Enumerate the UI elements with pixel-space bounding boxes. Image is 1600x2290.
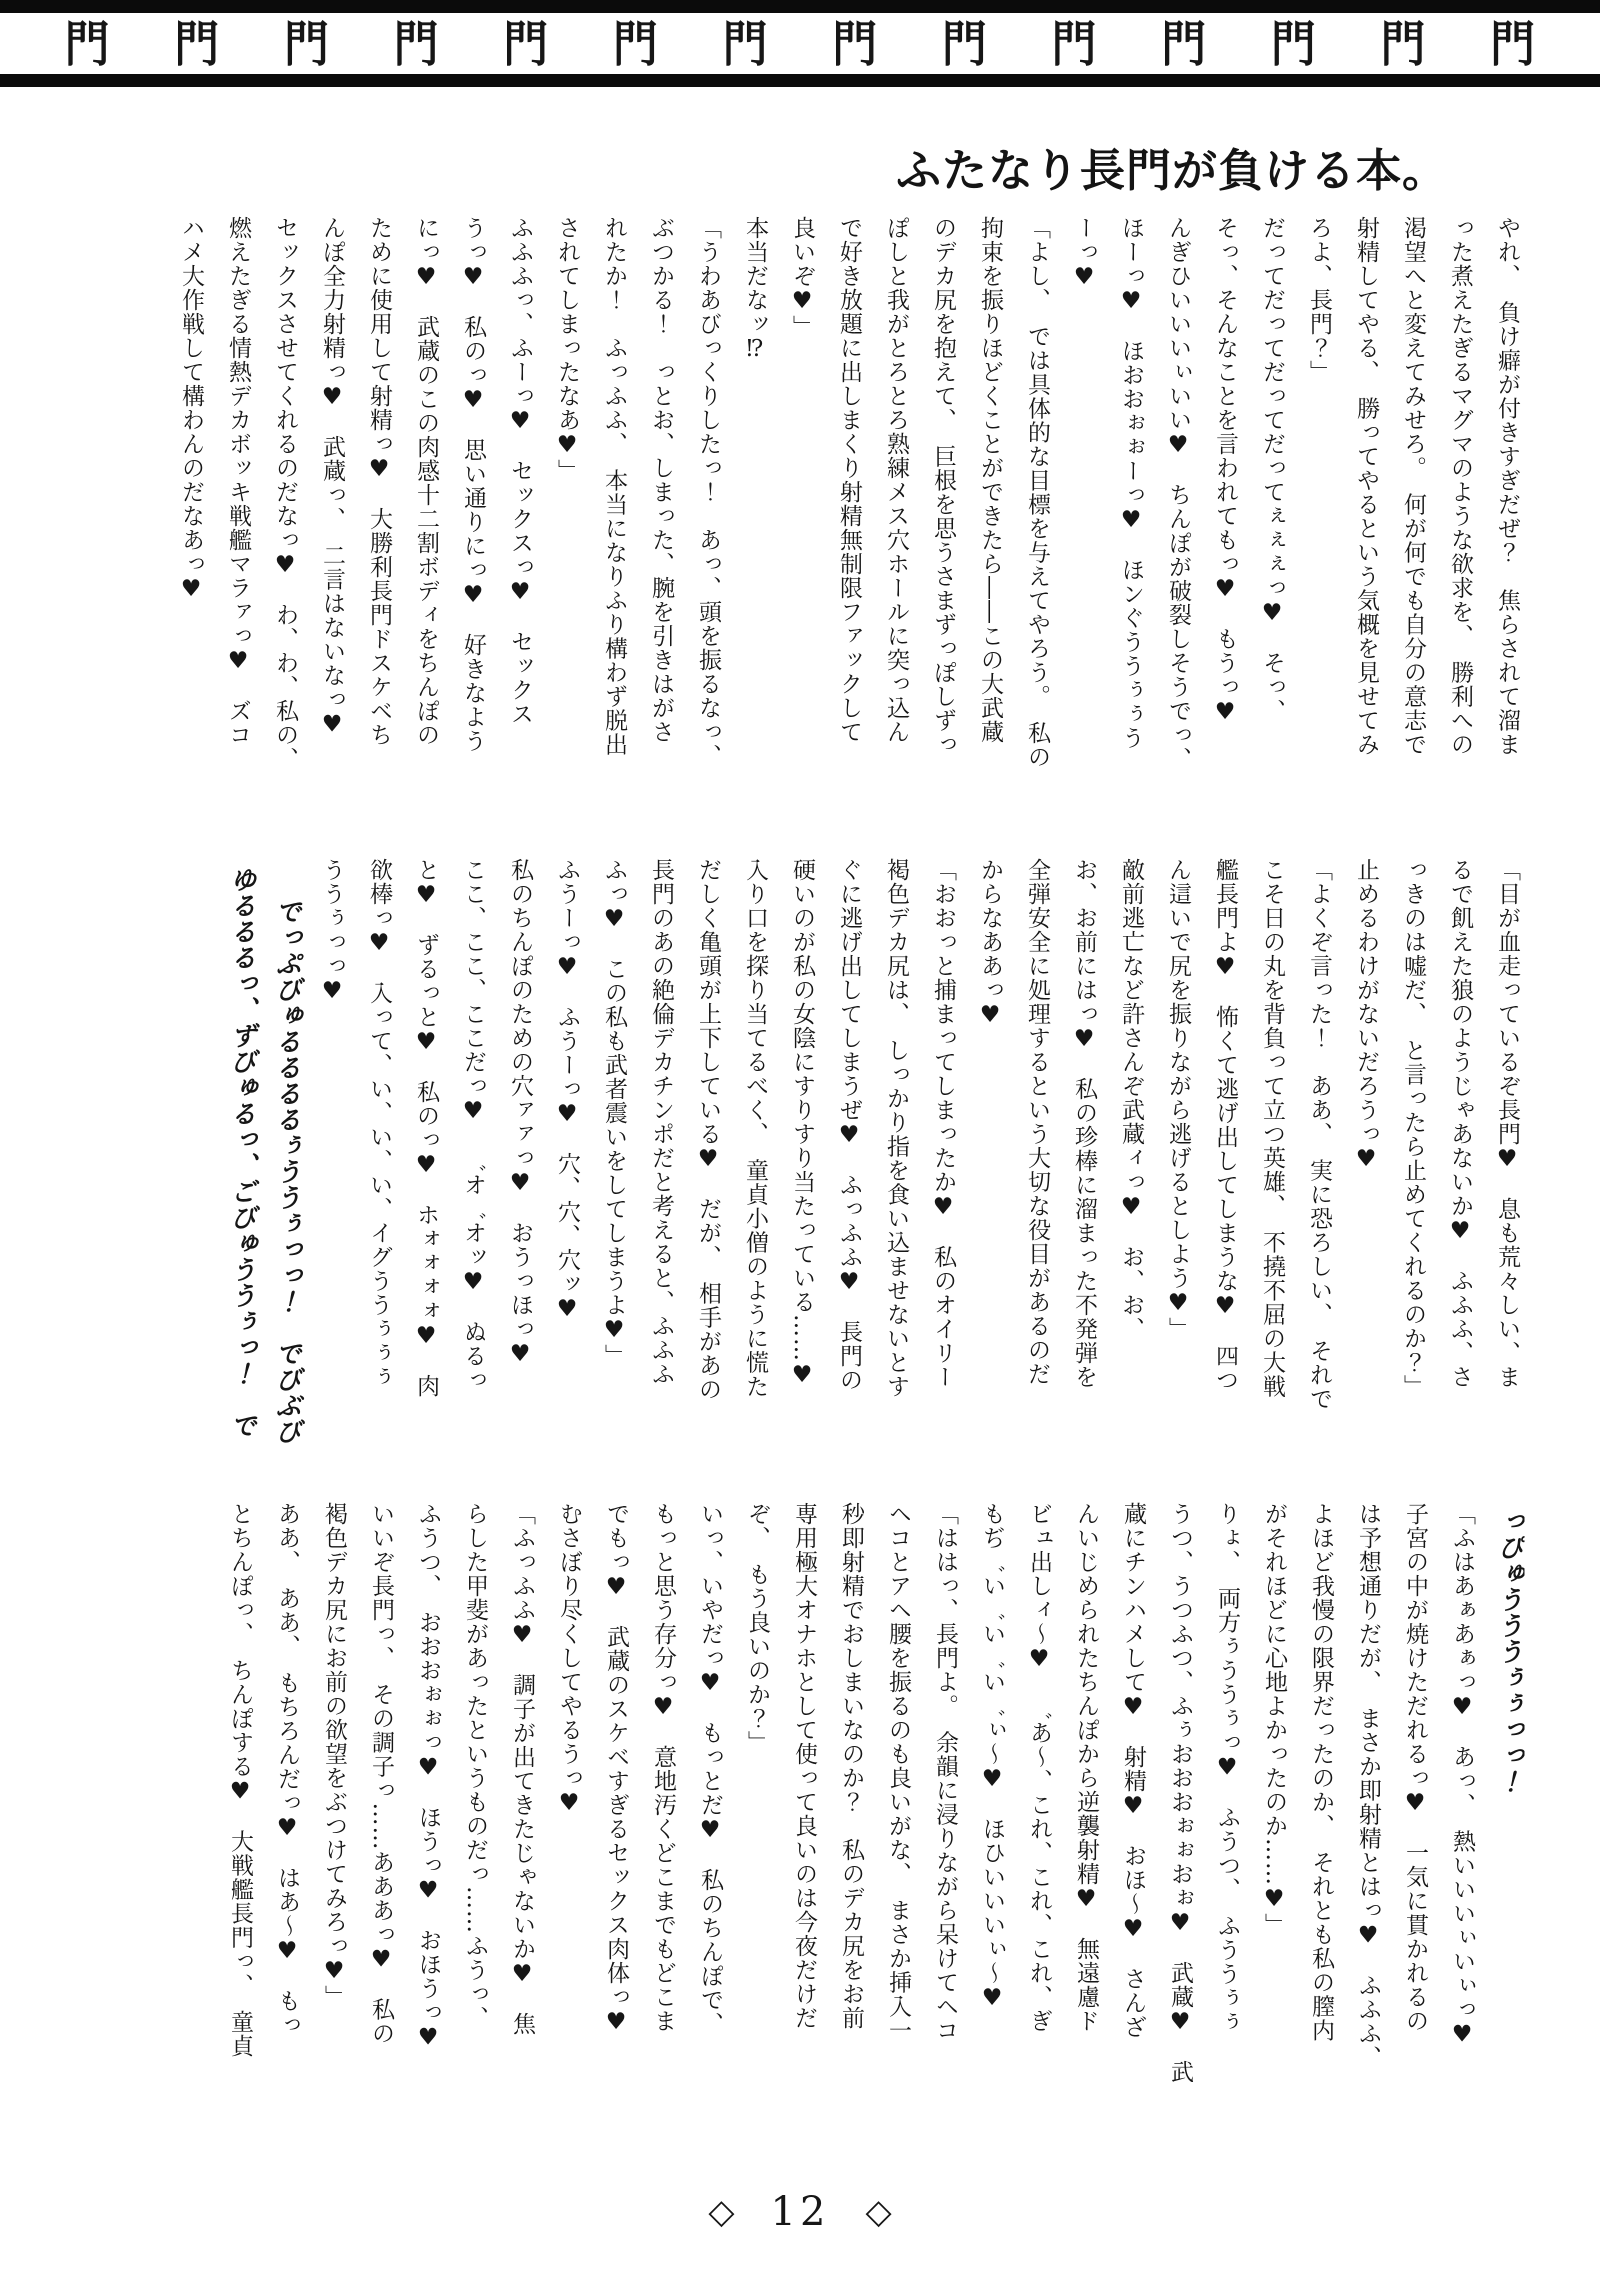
text-column: 敵前逃亡など許さんぞ武蔵ィっ♥ お、お、 xyxy=(1118,858,1144,1341)
text-column: らした甲斐があったというものだっ……ふうっ、 xyxy=(462,1502,488,2030)
text-column: 本当だなッ⁉ xyxy=(742,216,768,363)
text-column: りょ、 両方ぅううぅっ♥ ふうつ、 ふううぅぅ xyxy=(1214,1502,1240,2034)
text-column: 射精してやる、 勝ってやるという気概を見せてみ xyxy=(1353,216,1379,757)
text-column: 「よくぞ言った！ ああ、 実に恐ろしい、 それで xyxy=(1306,858,1332,1411)
text-column: がそれほどに心地よかったのか……♥」 xyxy=(1261,1502,1287,1937)
gate-kanji-logo: 門 xyxy=(1051,15,1097,73)
text-column: ふっ♥ この私も武者震いをしてしまうよ♥」 xyxy=(601,858,627,1368)
title-divider-bar xyxy=(0,74,1600,87)
text-column: 硬いのが私の女陰にすりすり当たっている……♥ xyxy=(789,858,815,1389)
text-column: れたか！ ふっふふ、 本当になりふり構わず脱出 xyxy=(601,216,627,757)
gate-kanji-logo: 門 xyxy=(832,15,878,73)
gate-kanji-logo: 門 xyxy=(174,15,220,73)
page-title: ふたなり長門が負ける本。 xyxy=(895,144,1448,198)
text-column: 「目が血走っているぞ長門♥ 息も荒々しい、ま xyxy=(1494,858,1520,1389)
sfx-text-column: でっぷびゅるるるるぅううぅっっ！ でびぶび xyxy=(271,898,301,1444)
text-column: とちんぽっ、 ちんぽする♥ 大戦艦長門っ、 童貞 xyxy=(227,1502,253,2058)
text-column: ほーっ♥ ほおおぉぉーっ♥ ほンぐううぅぅう xyxy=(1118,216,1144,750)
text-column: だしく亀頭が上下している♥ だが、 相手があの xyxy=(695,858,721,1402)
text-column: るで飢えた狼のようじゃあないか♥ ふふふ、さ xyxy=(1447,858,1473,1389)
text-column: されてしまったなあ♥」 xyxy=(554,216,580,483)
top-black-bar xyxy=(0,0,1600,13)
text-column: 「ははっ、長門よ。 余韻に浸りながら呆けてヘコ xyxy=(932,1502,958,2043)
text-column: 秒即射精でおしまいなのか？ 私のデカ尻をお前 xyxy=(838,1502,864,2030)
text-column: むさぼり尽くしてやるうっ♥ xyxy=(556,1502,582,1817)
text-column: もっと思う存分っ♥ 意地汚くどこまでもどこま xyxy=(650,1502,676,2033)
gate-kanji-logo: 門 xyxy=(1490,15,1536,73)
text-column: 渇望へと変えてみせろ。 何が何でも自分の意志で xyxy=(1400,216,1426,757)
text-column: いっ、いやだっ♥ もっとだ♥ 私のちんぽで、 xyxy=(697,1502,723,2036)
text-column: ああ、 ああ、 もちろんだっ♥ はあ～♥ もっ xyxy=(274,1502,300,2037)
text-column: は予想通りだが、 まさか即射精とはっ♥ ふふふ、 xyxy=(1355,1502,1381,2070)
text-column: 全弾安全に処理するという大切な役目があるのだ xyxy=(1024,858,1050,1386)
text-column: 褐色デカ尻は、 しっかり指を食い込ませないとす xyxy=(883,858,909,1399)
text-column: 拘束を振りほどくことができたら――この大武蔵 xyxy=(977,216,1003,744)
text-column: 子宮の中が焼けただれるっ♥ 一気に貫かれるの xyxy=(1402,1502,1428,2033)
sfx-text-column: っぴゅうううぅぅっっ！ xyxy=(1493,1508,1523,1794)
gate-kanji-logo: 門 xyxy=(941,15,987,73)
text-column: ぽしと我がとろとろ熟練メス穴ホールに突っ込ん xyxy=(883,216,909,744)
text-column: 艦長門よ♥ 怖くて逃げ出してしまうな♥ 四つ xyxy=(1212,858,1238,1392)
gate-kanji-logo: 門 xyxy=(503,15,549,73)
text-column: ぞ、 もう良いのか？」 xyxy=(744,1502,770,1755)
text-column: と♥ ずるっと♥ 私のっ♥ ホォォォォ♥ 肉 xyxy=(413,858,439,1398)
page-number: 12 xyxy=(770,2189,830,2235)
text-column: んいじめられたちんぽから逆襲射精♥ 無遠慮ド xyxy=(1073,1502,1099,2033)
text-column: よほど我慢の限界だったのか、 それとも私の膣内 xyxy=(1308,1502,1334,2043)
text-column: で好き放題に出しまくり射精無制限ファックして xyxy=(836,216,862,744)
sfx-text-column: ゆるるるっ、ずびゅるっ、ごびゅううぅっ！ で xyxy=(226,866,256,1438)
text-column: でもっ♥ 武蔵のスケベすぎるセックス肉体っ♥ xyxy=(603,1502,629,2036)
text-column: 長門のあの絶倫デカチンポだと考えると、ふふふ xyxy=(648,858,674,1386)
text-column: お、お前にはっ♥ 私の珍棒に溜まった不発弾を xyxy=(1071,858,1097,1389)
text-column: ここ、ここ、ここだっ♥ ゛オ゛オッ♥ ぬるっ xyxy=(460,858,486,1392)
text-column: 欲棒っ♥ 入って、い、い、い、イグううぅぅぅ xyxy=(366,858,392,1389)
text-column: 入り口を探り当てるべく、 童貞小僧のように慌た xyxy=(742,858,768,1399)
text-column: ヘコとアヘ腰を振るのも良いがな、 まさか挿入一 xyxy=(885,1502,911,2043)
text-column: 良いぞ♥」 xyxy=(789,216,815,339)
gate-kanji-logo: 門 xyxy=(1161,15,1207,73)
text-column: 「ふはあぁあぁっ♥ あっ、 熱いいいぃいぃっ♥ xyxy=(1449,1502,1475,2049)
text-column: ろよ、長門？」 xyxy=(1306,216,1332,384)
gate-kanji-logo: 門 xyxy=(283,15,329,73)
text-column: 「おおっと捕まってしまったか♥ 私のオイリー xyxy=(930,858,956,1389)
text-column: 褐色デカ尻にお前の欲望をぶつけてみろっ♥」 xyxy=(321,1502,347,2009)
text-column: 専用極大オナホとして使って良いのは今夜だけだ xyxy=(791,1502,817,2030)
text-column: だってだってだってだってぇぇぇっ♥ そっ、 xyxy=(1259,216,1285,723)
text-column: ふうつ、 おおおぉぉっ♥ ほうっ♥ おほうっ♥ xyxy=(415,1502,441,2052)
page-footer xyxy=(0,2189,1600,2235)
text-column: もぢ゛い゛い゛い゛ぃ～♥ ほひいいいぃ～♥ xyxy=(979,1502,1005,2012)
text-column: ふうーっ♥ ふうーっ♥ 穴、穴、穴ッ♥ xyxy=(554,858,580,1323)
text-column: 燃えたぎる情熱デカボッキ戦艦マラァっ♥ ズコ xyxy=(225,216,251,747)
text-band-2 xyxy=(120,858,1530,1450)
text-column: ーっ♥ xyxy=(1071,216,1097,291)
diamond-icon: ◇ xyxy=(865,2192,892,2232)
text-column: のデカ尻を抱えて、 巨根を思うさまずっぽしずっ xyxy=(930,216,956,757)
gate-kanji-logo: 門 xyxy=(393,15,439,73)
text-band-1 xyxy=(120,216,1530,800)
gate-kanji-logo: 門 xyxy=(722,15,768,73)
text-column: こそ日の丸を背負って立つ英雄、 不撓不屈の大戦 xyxy=(1259,858,1285,1399)
text-column: 私のちんぽのための穴ァァっ♥ おうっほっ♥ xyxy=(507,858,533,1368)
text-column: 「ふっふふ♥ 調子が出てきたじゃないか♥ 焦 xyxy=(509,1502,535,2036)
text-column: ハメ大作戦して構わんのだなあっ♥ xyxy=(178,216,204,603)
text-column: ために使用して射精っ♥ 大勝利長門ドスケベち xyxy=(366,216,392,747)
text-column: ん這いで尻を振りながら逃げるとしよう♥」 xyxy=(1165,858,1191,1341)
text-column: いいぞ長門っ、 その調子っ……あああっ♥ 私の xyxy=(368,1502,394,2046)
text-column: ぐに逃げ出してしまうぜ♥ ふっふふ♥ 長門の xyxy=(836,858,862,1392)
text-column: 「うわあびっくりしたっ！ あっ、頭を振るなっ、 xyxy=(695,216,721,768)
gate-kanji-logo: 門 xyxy=(64,15,110,73)
gate-kanji-logo: 門 xyxy=(612,15,658,73)
text-column: やれ、 負け癖が付きすぎだぜ？ 焦らされて溜ま xyxy=(1494,216,1520,757)
text-column: んぽ全力射精っ♥ 武蔵っ、 二言はないなっ♥ xyxy=(319,216,345,739)
text-column: ぶつかる！ っとお、しまった、腕を引きはがさ xyxy=(648,216,674,744)
text-column: った煮えたぎるマグマのような欲求を、 勝利への xyxy=(1447,216,1473,757)
gate-kanji-logo: 門 xyxy=(1380,15,1426,73)
text-column: にっ♥ 武蔵のこの肉感十二割ボディをちんぽの xyxy=(413,216,439,747)
text-column: んぎひいいいぃいい♥ ちんぽが破裂しそうでっ、 xyxy=(1165,216,1191,771)
text-column: ビュ出しィ～♥ ゛あ～、これ、これ、これ、ぎ xyxy=(1026,1502,1052,2033)
text-column: うっ♥ 私のっ♥ 思い通りにっ♥ 好きなよう xyxy=(460,216,486,753)
diamond-icon: ◇ xyxy=(708,2192,735,2232)
text-band-3 xyxy=(120,1502,1530,2094)
text-column: っきのは嘘だ、 と言ったら止めてくれるのか？」 xyxy=(1400,858,1426,1399)
text-column: ううぅっっ♥ xyxy=(319,858,345,1005)
text-column: ふふふっ、ふーっ♥ セックスっ♥ セックス xyxy=(507,216,533,726)
text-column: そっ、そんなことを言われてもっ♥ もうっ♥ xyxy=(1212,216,1238,726)
text-column: 「よし、 では具体的な目標を与えてやろう。 私の xyxy=(1024,216,1050,769)
text-column: からなああっ♥ xyxy=(977,858,1003,1029)
text-column: 止めるわけがないだろうっ♥ xyxy=(1353,858,1379,1173)
text-column: うつ、うつふつ、ふぅおおおぉぉおぉ♥ 武蔵♥ 武 xyxy=(1167,1502,1193,2084)
text-column: 蔵にチンハメして♥ 射精♥ おほ～♥ さんざ xyxy=(1120,1502,1146,2039)
text-column: セックスさせてくれるのだなっ♥ わ、わ、私の、 xyxy=(272,216,298,771)
gate-kanji-logo: 門 xyxy=(1270,15,1316,73)
gate-logo-row xyxy=(0,15,1600,73)
